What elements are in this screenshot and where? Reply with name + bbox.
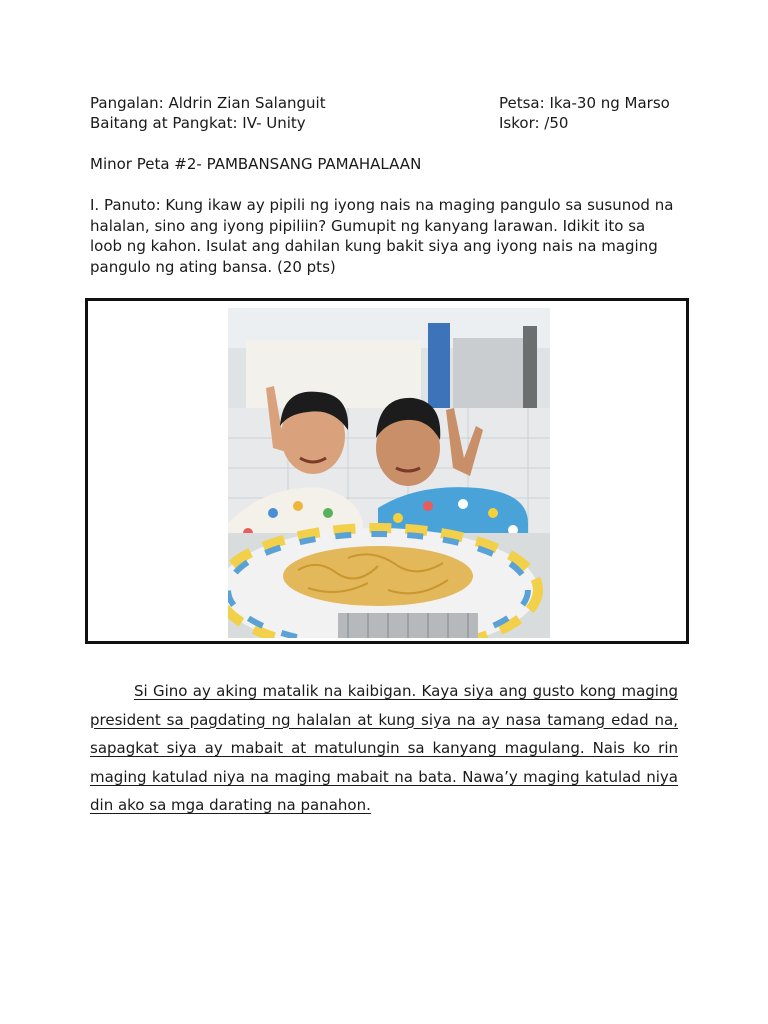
photo-box bbox=[85, 298, 689, 644]
instructions: I. Panuto: Kung ikaw ay pipili ng iyong nais na maging pangulo sa susunod na halalan, sino ang iyong pipiliin? Gumupit ng kanyang larawan. Idikit ito sa loob ng kahon. Isulat ang dahilan kung bakit siya ang iyong nais na maging pangulo ng ating bansa. (20 pts) bbox=[90, 196, 674, 276]
answer-paragraph-text: Si Gino ay aking matalik na kaibigan. Kaya siya ang gusto kong maging president sa pagdating ng halalan at kung siya na ay nasa tamang edad na, sapagkat siya ay mabait at matulungin sa kanyang magulang. Nais ko rin maging katulad niya na maging mabait na bata. Nawa’y maging katulad niya din ako sa mga darating na panahon. bbox=[90, 682, 678, 815]
answer-paragraph bbox=[90, 677, 678, 820]
document-title: Minor Peta #2- PAMBANSANG PAMAHALAAN bbox=[90, 155, 422, 173]
name-line: Pangalan: Aldrin Zian Salanguit bbox=[90, 94, 326, 112]
date-line: Petsa: Ika-30 ng Marso bbox=[499, 94, 670, 112]
score-line: Iskor: /50 bbox=[499, 114, 569, 132]
pasted-photo bbox=[228, 308, 550, 638]
grade-section-line: Baitang at Pangkat: IV- Unity bbox=[90, 114, 306, 132]
